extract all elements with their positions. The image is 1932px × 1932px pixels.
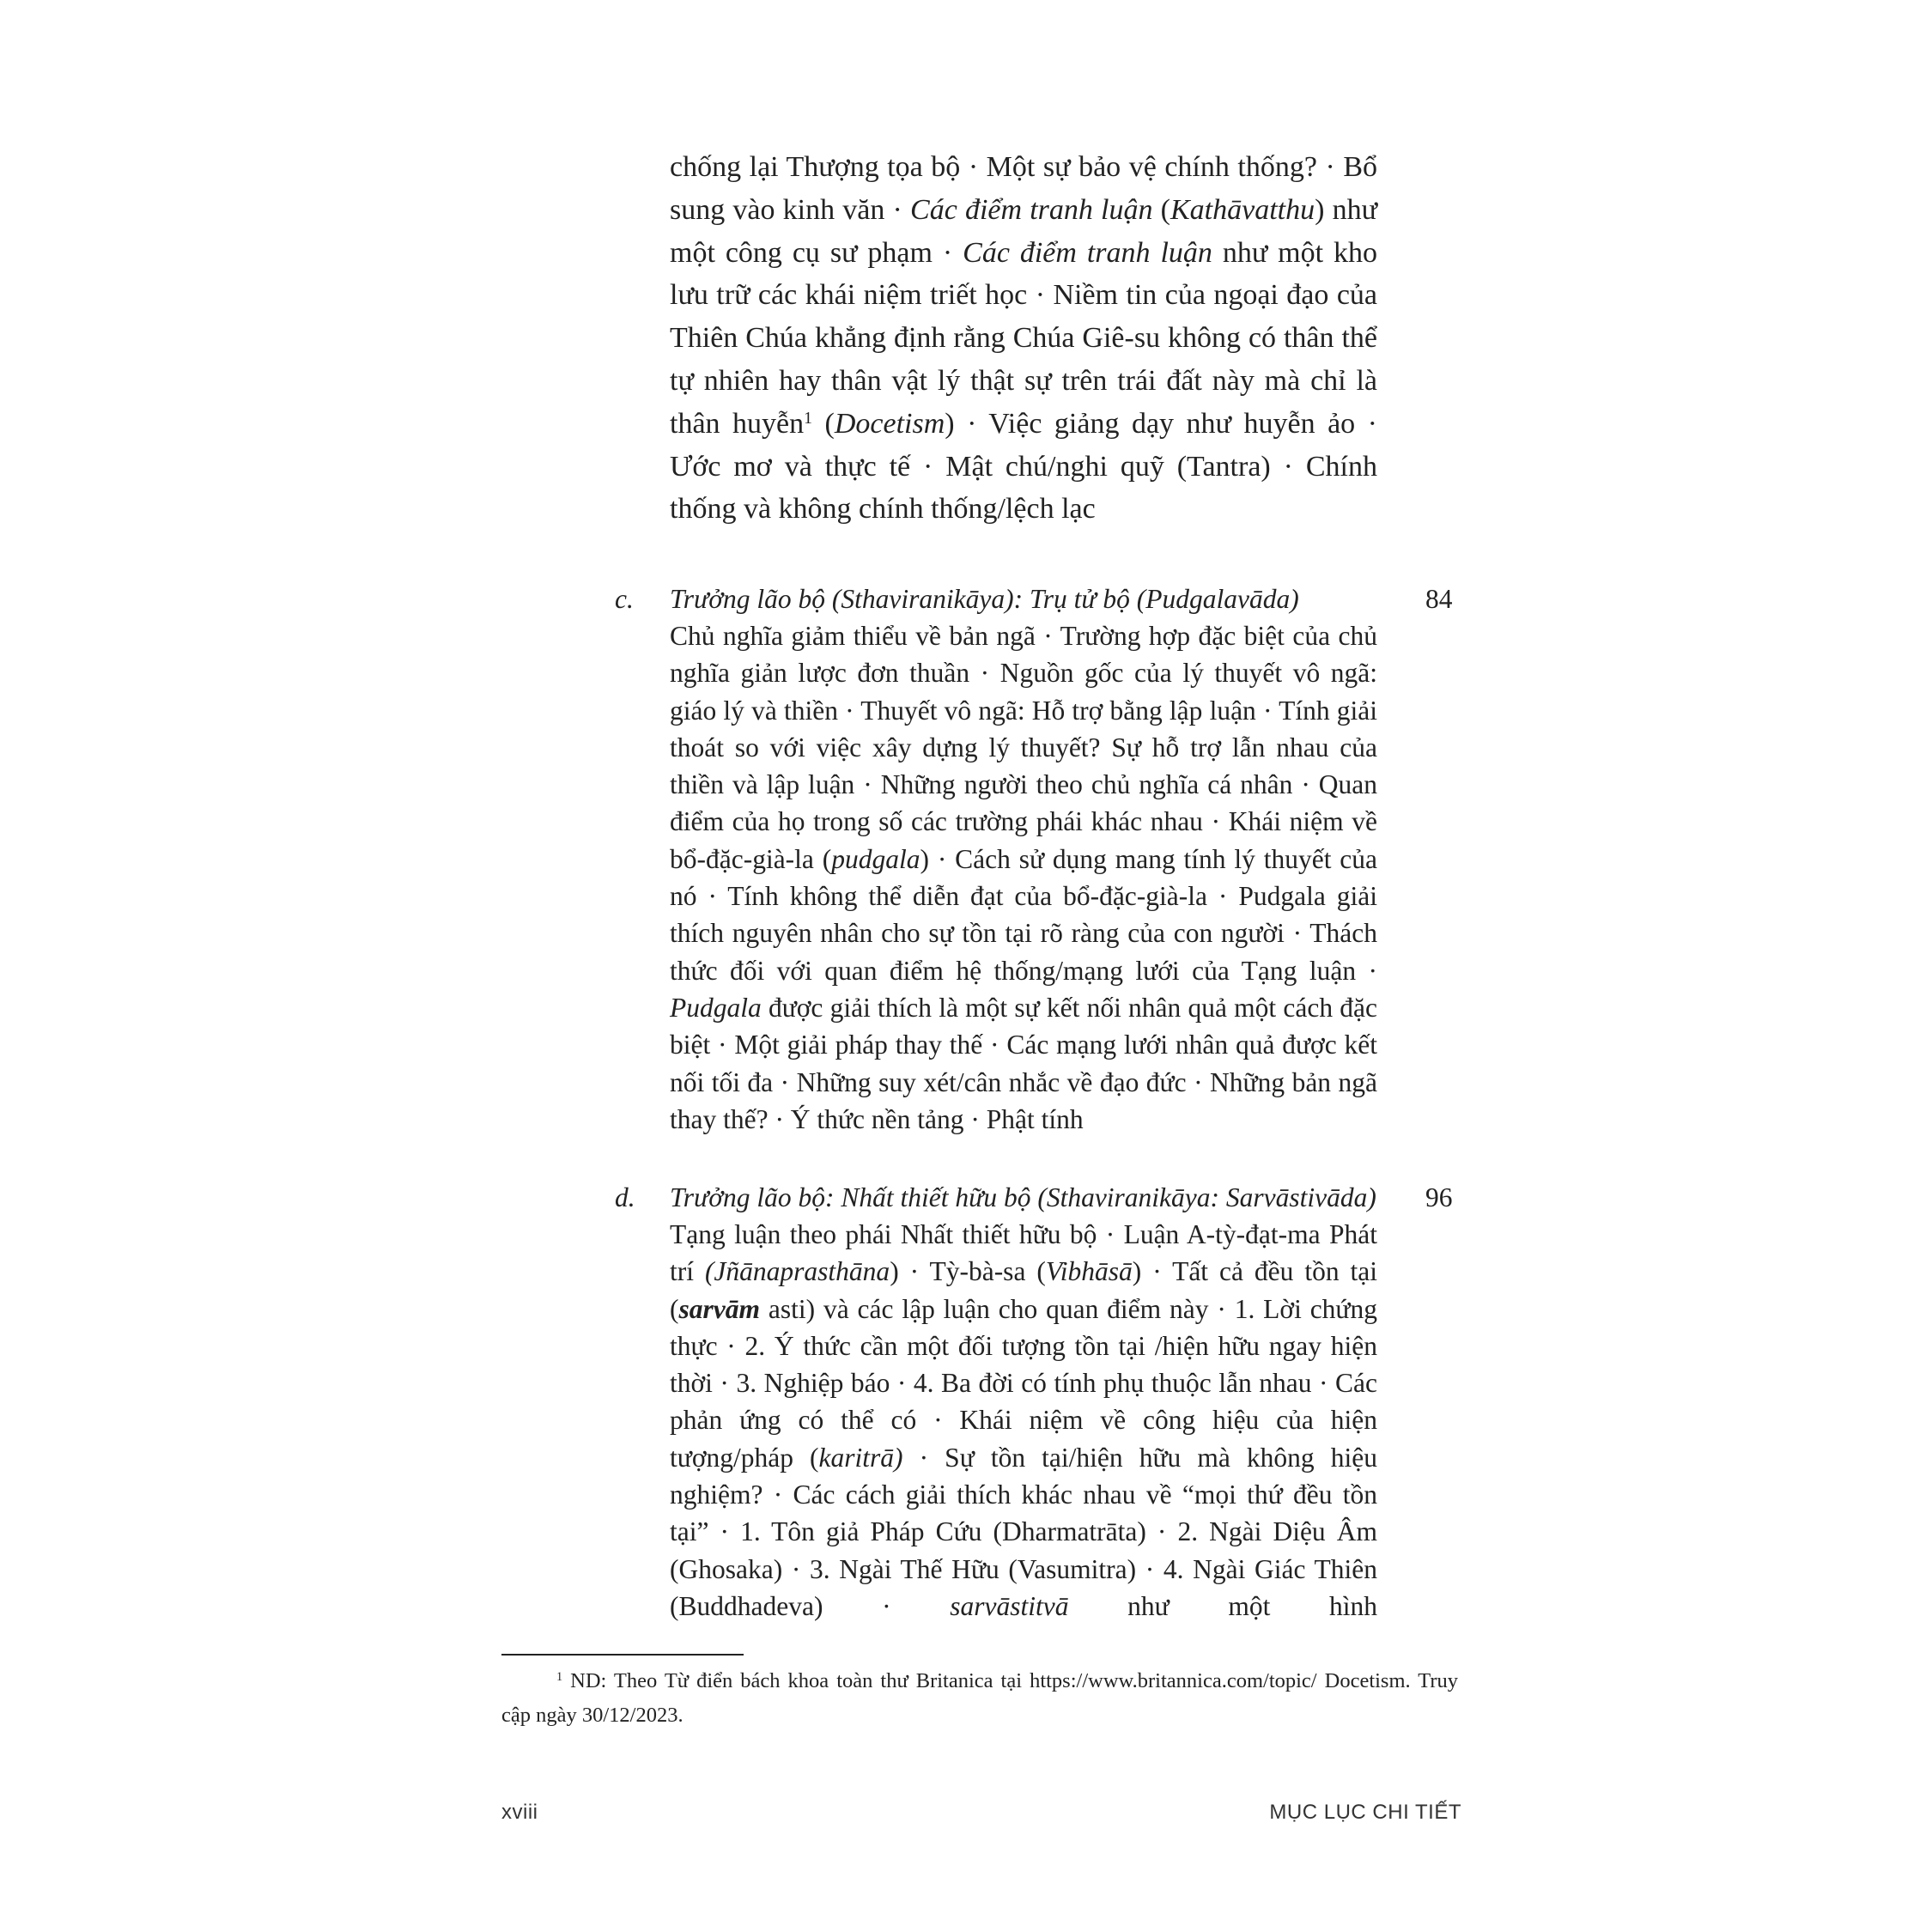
text-run: asti) và các lập luận cho quan điểm này · 1. Lời chứng thực · 2. Ý thức cần một đối tượng tồn tại /hiện hữu ngay hiện thời · 3. Nghiệp báo · 4. Ba đời có tính phụ thuộc lẫn nhau · Các phản ứng có thể có · Khái niệm về công hiệu của hiện tượng/pháp ( [670,1293,1377,1473]
bold-italic-term: sarvām [678,1293,760,1324]
text-run: chống lại Thượng tọa bộ · Một sự bảo vệ chính thống? · Bổ sung vào kinh văn · [670,151,1377,226]
footnote-reference[interactable]: 1 [804,408,812,428]
footnote [501,1664,1458,1733]
italic-title: Các điểm tranh luận [910,193,1153,226]
entry-letter: d. [615,1182,635,1212]
entry-heading[interactable]: Trưởng lão bộ (Sthaviranikāya): Trụ tử bộ (Pudgalavāda) [670,584,1299,614]
entry-page-number[interactable]: 84 [1425,584,1453,614]
italic-term: Pudgala [670,992,762,1023]
text-run: ( [1152,193,1170,226]
text-run: ( [812,407,835,440]
running-footer-title: MỤC LỤC CHI TIẾT [1269,1801,1461,1824]
italic-term: Kathāvatthu [1170,193,1315,226]
entry-page-number[interactable]: 96 [1425,1182,1453,1212]
text-run: ) · Tỳ-bà-sa ( [890,1256,1046,1287]
text-run: Tạng luận theo phái Nhất thiết hữu bộ · Luận A-tỳ-đạt-ma Phát trí [670,1219,1377,1287]
footnote-number: 1 [556,1670,563,1685]
entry-summary [670,617,1377,1138]
italic-title: Các điểm tranh luận [963,236,1212,269]
italic-term: pudgala [831,843,920,874]
entry-heading[interactable]: Trưởng lão bộ: Nhất thiết hữu bộ (Sthaviranikāya: Sarvāstivāda) [670,1182,1376,1212]
italic-term: (Jñānaprasthāna [704,1256,890,1287]
entry-summary [670,1216,1377,1625]
entry-continuation-text [670,146,1377,531]
text-run: Chủ nghĩa giảm thiểu về bản ngã · Trường hợp đặc biệt của chủ nghĩa giản lược đơn thuần · Nguồn gốc của lý thuyết vô ngã: giáo lý và thiền · Thuyết vô ngã: Hỗ trợ bằng lập luận · Tính giải thoát so với việc xây dựng lý thuyết? Sự hỗ trợ lẫn nhau của thiền và lập luận · Những người theo chủ nghĩa cá nhân · Quan điểm của họ trong số các trường phái khác nhau · Khái niệm về bổ-đặc-già-la ( [670,621,1377,874]
text-run: ) như một công cụ sư phạm · [670,193,1378,269]
italic-term: karitrā) [818,1442,903,1473]
text-run: ) · Việc giảng dạy như huyễn ảo · Ước mơ và thực tế · Mật chú/nghi quỹ (Tantra) · Chính thống và không chính thống/lệch lạc [670,407,1377,526]
text-run: · Sự tồn tại/hiện hữu mà không hiệu nghiệm? · Các cách giải thích khác nhau về “mọi thứ đều tồn tại” · 1. Tôn giả Pháp Cứu (Dharmatrāta) · 2. Ngài Diệu Âm (Ghosaka) · 3. Ngài Thế Hữu (Vasumitra) · 4. Ngài Giác Thiên (Buddhadeva) · [670,1442,1377,1621]
text-run: như một hình [1068,1590,1377,1621]
text-run: được giải thích là một sự kết nối nhân quả một cách đặc biệt · Một giải pháp thay thế · Các mạng lưới nhân quả được kết nối tối đa · Những suy xét/cân nhắc về đạo đức · Những bản ngã thay thế? · Ý thức nền tảng · Phật tính [670,992,1377,1134]
text-run: ) · Cách sử dụng mang tính lý thuyết của nó · Tính không thể diễn đạt của bổ-đặc-già-la · Pudgala giải thích nguyên nhân cho sự tồn tại rõ ràng của con người · Thách thức đối với quan điểm hệ thống/mạng lưới của Tạng luận · [670,843,1378,986]
italic-term: Docetism [834,407,945,440]
footnote-separator [501,1654,744,1656]
folio-page-number: xviii [501,1801,538,1824]
italic-term: sarvāstitvā [950,1590,1069,1621]
text-run: như một kho lưu trữ các khái niệm triết học · Niềm tin của ngoại đạo của Thiên Chúa khẳng định rằng Chúa Giê-su không có thân thể tự nhiên hay thân vật lý thật sự trên trái đất này mà chỉ là thân huyễn [670,236,1378,440]
italic-term: Vibhāsā [1045,1256,1133,1287]
entry-letter: c. [615,584,634,614]
footnote-text: ND: Theo Từ điển bách khoa toàn thư Britanica tại https://www.britannica.com/topic/ Docetism. Truy cập ngày 30/12/2023. [501,1669,1458,1727]
text-run: ) · Tất cả đều tồn tại ( [670,1256,1377,1324]
